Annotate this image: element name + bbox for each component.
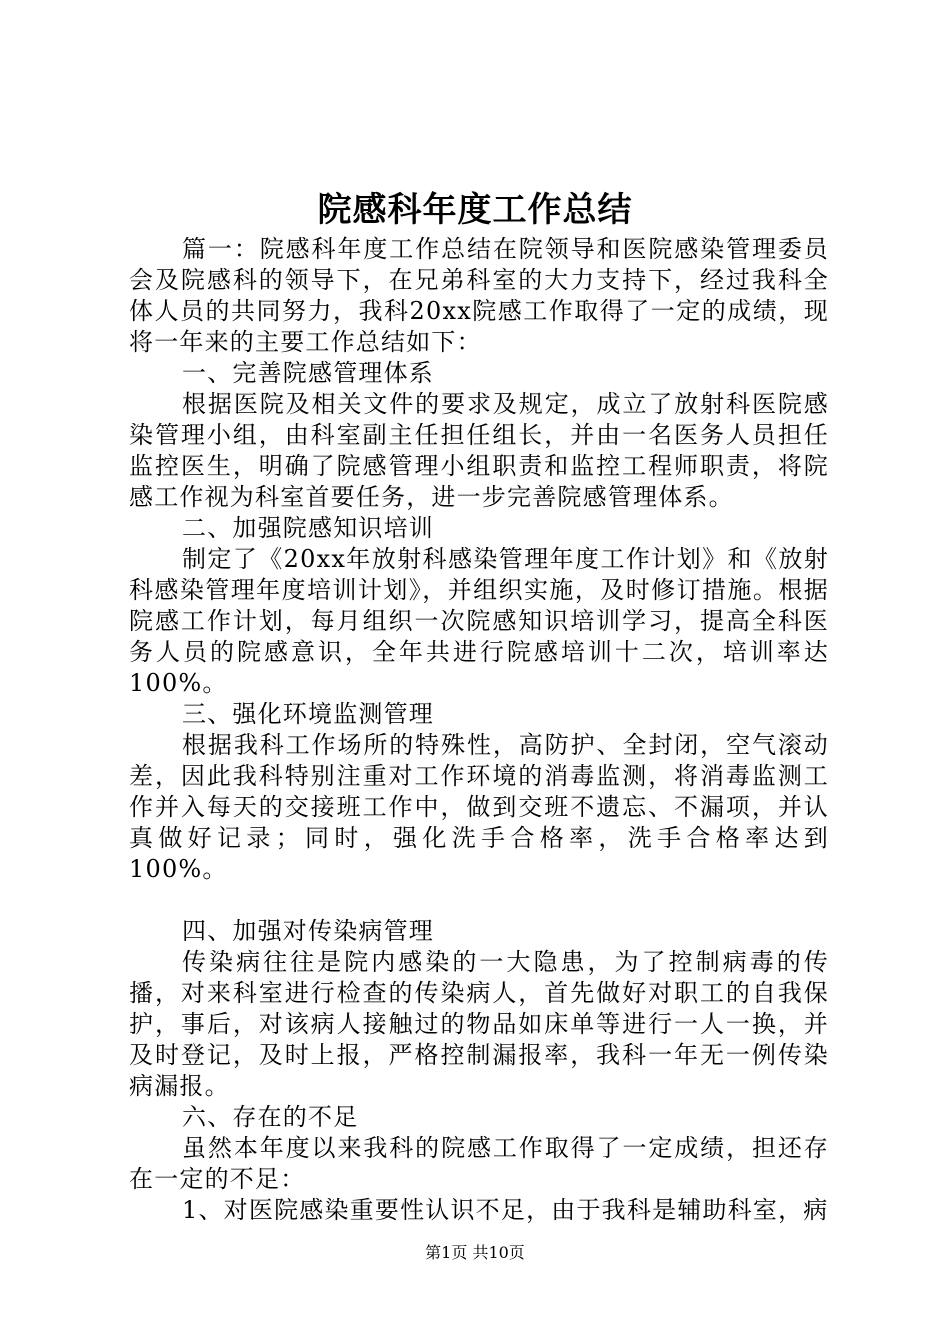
paragraph-section-4: 传染病往往是院内感染的一大隐患，为了控制病毒的传播，对来科室进行检查的传染病人，首先做好对职工的自我保护，事后，对该病人接触过的物品如床单等进行一人一换，并及时登记，及时上报，严格控制漏报率，我科一年无一例传染病漏报。: [129, 948, 829, 1100]
paragraph-spacer: [129, 885, 829, 916]
paragraph-item-1: 1、对医院感染重要性认识不足，由于我科是辅助科室，病: [182, 1196, 829, 1224]
paragraph-intro: 篇一：院感科年度工作总结在院领导和医院感染管理委员会及院感科的领导下，在兄弟科室的大力支持下，经过我科全体人员的共同努力，我科20xx院感工作取得了一定的成绩，现将一年来的主要工作总结如下：: [129, 235, 829, 356]
heading-section-1: 一、完善院感管理体系: [182, 359, 434, 387]
heading-section-2: 二、加强院感知识培训: [182, 514, 434, 542]
paragraph-section-6: 虽然本年度以来我科的院感工作取得了一定成绩，担还存在一定的不足：: [129, 1134, 829, 1193]
document-body: [129, 234, 829, 1226]
paragraph-section-2: 制定了《20xx年放射科感染管理年度工作计划》和《放射科感染管理年度培训计划》，并组织实施，及时修订措施。根据院感工作计划，每月组织一次院感知识培训学习，提高全科医务人员的院感意识，全年共进行院感培训十二次，培训率达100%。: [129, 545, 829, 697]
paragraph-section-1: 根据医院及相关文件的要求及规定，成立了放射科医院感染管理小组，由科室副主任担任组长，并由一名医务人员担任监控医生，明确了院感管理小组职责和监控工程师职责，将院感工作视为科室首要任务，进一步完善院感管理体系。: [129, 390, 829, 511]
heading-section-3: 三、强化环境监测管理: [182, 700, 434, 728]
paragraph-section-3: 根据我科工作场所的特殊性，高防护、全封闭，空气滚动差，因此我科特别注重对工作环境的消毒监测，将消毒监测工作并入每天的交接班工作中，做到交班不遗忘、不漏项，并认真做好记录；同时，强化洗手合格率，洗手合格率达到100%。: [129, 731, 829, 883]
heading-section-6: 六、存在的不足: [182, 1103, 359, 1131]
heading-section-4: 四、加强对传染病管理: [182, 917, 434, 945]
document-title: 院感科年度工作总结: [317, 190, 633, 230]
page-number-footer: 第1页 共10页: [425, 1243, 525, 1262]
